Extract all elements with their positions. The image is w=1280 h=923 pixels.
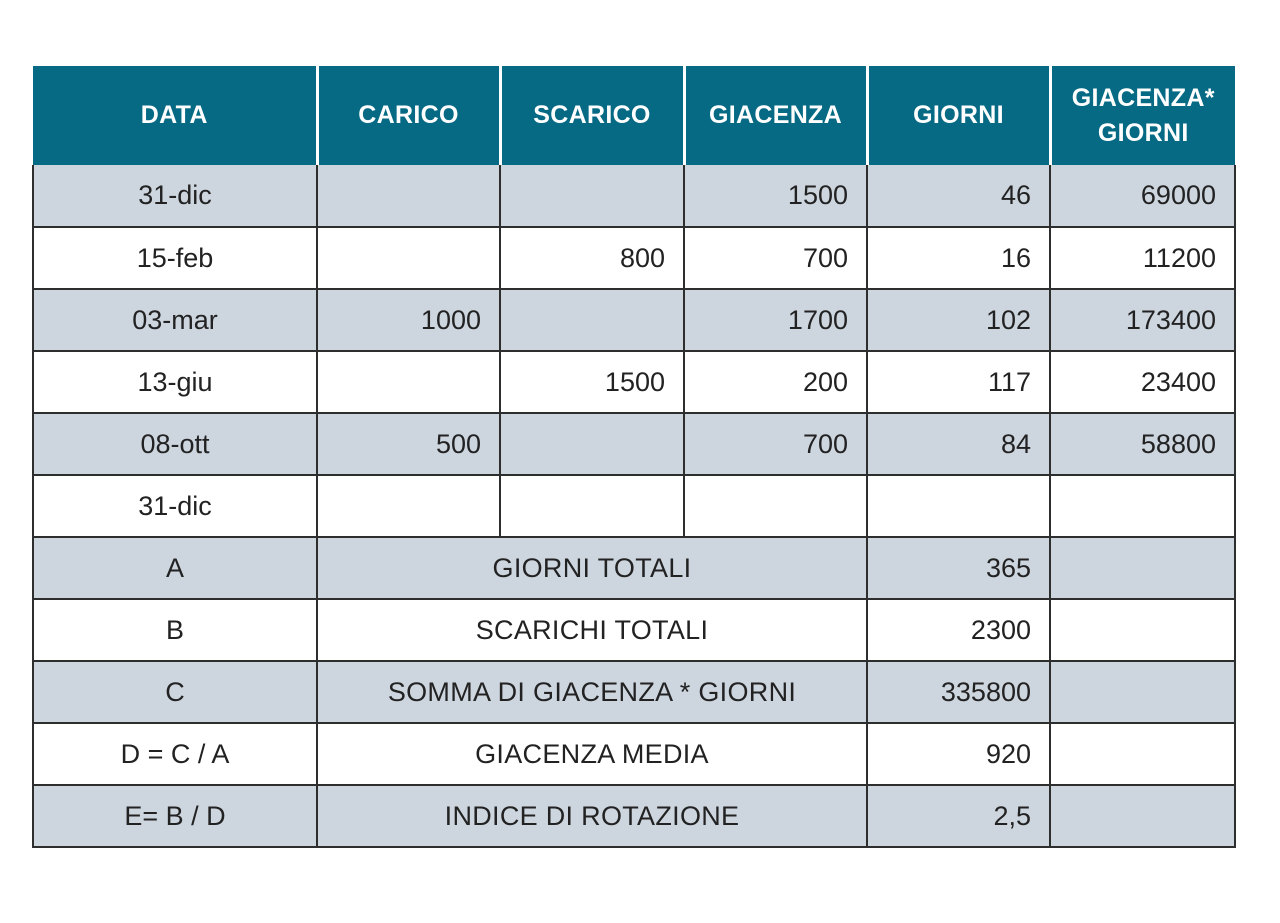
cell-scarico (500, 475, 684, 537)
cell-giorni: 117 (867, 351, 1050, 413)
header-row (33, 66, 1235, 165)
cell-date: 15-feb (33, 227, 317, 289)
cell-scarico (500, 165, 684, 227)
summary-empty-cell (1050, 723, 1235, 785)
summary-value: 365 (867, 537, 1050, 599)
cell-scarico: 1500 (500, 351, 684, 413)
cell-giacenza-giorni (1050, 475, 1235, 537)
cell-date: 31-dic (33, 475, 317, 537)
header-giacenza-giorni: GIACENZA* GIORNI (1050, 66, 1235, 165)
cell-giacenza: 700 (684, 413, 867, 475)
cell-carico (317, 351, 500, 413)
summary-row (33, 599, 1235, 661)
summary-key: C (33, 661, 317, 723)
summary-label: SCARICHI TOTALI (317, 599, 867, 661)
summary-row (33, 661, 1235, 723)
summary-value: 920 (867, 723, 1050, 785)
header-carico: CARICO (317, 66, 500, 165)
table-row (33, 475, 1235, 537)
table-row (33, 227, 1235, 289)
summary-value: 2,5 (867, 785, 1050, 847)
summary-row (33, 785, 1235, 847)
summary-key: E= B / D (33, 785, 317, 847)
cell-carico: 1000 (317, 289, 500, 351)
cell-giorni: 102 (867, 289, 1050, 351)
cell-giacenza-giorni: 173400 (1050, 289, 1235, 351)
summary-key: D = C / A (33, 723, 317, 785)
cell-date: 31-dic (33, 165, 317, 227)
cell-giorni: 46 (867, 165, 1050, 227)
cell-scarico (500, 289, 684, 351)
table-body (33, 165, 1235, 847)
cell-giacenza-giorni: 11200 (1050, 227, 1235, 289)
table-row (33, 165, 1235, 227)
cell-giorni: 84 (867, 413, 1050, 475)
cell-giacenza: 1500 (684, 165, 867, 227)
summary-empty-cell (1050, 599, 1235, 661)
summary-label: GIACENZA MEDIA (317, 723, 867, 785)
cell-giacenza: 700 (684, 227, 867, 289)
summary-key: B (33, 599, 317, 661)
cell-carico: 500 (317, 413, 500, 475)
cell-giacenza-giorni: 58800 (1050, 413, 1235, 475)
table-row (33, 351, 1235, 413)
summary-label: INDICE DI ROTAZIONE (317, 785, 867, 847)
summary-empty-cell (1050, 537, 1235, 599)
table-header (33, 66, 1235, 165)
cell-date: 13-giu (33, 351, 317, 413)
cell-giorni (867, 475, 1050, 537)
cell-carico (317, 165, 500, 227)
header-scarico: SCARICO (500, 66, 684, 165)
cell-giacenza (684, 475, 867, 537)
inventory-rotation-table (32, 66, 1236, 848)
cell-date: 08-ott (33, 413, 317, 475)
cell-giorni: 16 (867, 227, 1050, 289)
inventory-table-container (32, 66, 1234, 848)
cell-giacenza-giorni: 69000 (1050, 165, 1235, 227)
table-row (33, 289, 1235, 351)
cell-giacenza: 1700 (684, 289, 867, 351)
summary-empty-cell (1050, 785, 1235, 847)
summary-row (33, 723, 1235, 785)
cell-scarico (500, 413, 684, 475)
cell-date: 03-mar (33, 289, 317, 351)
summary-value: 335800 (867, 661, 1050, 723)
summary-label: GIORNI TOTALI (317, 537, 867, 599)
cell-giacenza: 200 (684, 351, 867, 413)
cell-carico (317, 475, 500, 537)
header-giorni: GIORNI (867, 66, 1050, 165)
table-row (33, 413, 1235, 475)
summary-row (33, 537, 1235, 599)
cell-giacenza-giorni: 23400 (1050, 351, 1235, 413)
summary-empty-cell (1050, 661, 1235, 723)
summary-label: SOMMA DI GIACENZA * GIORNI (317, 661, 867, 723)
cell-carico (317, 227, 500, 289)
header-giacenza: GIACENZA (684, 66, 867, 165)
header-data: DATA (33, 66, 317, 165)
summary-key: A (33, 537, 317, 599)
summary-value: 2300 (867, 599, 1050, 661)
cell-scarico: 800 (500, 227, 684, 289)
